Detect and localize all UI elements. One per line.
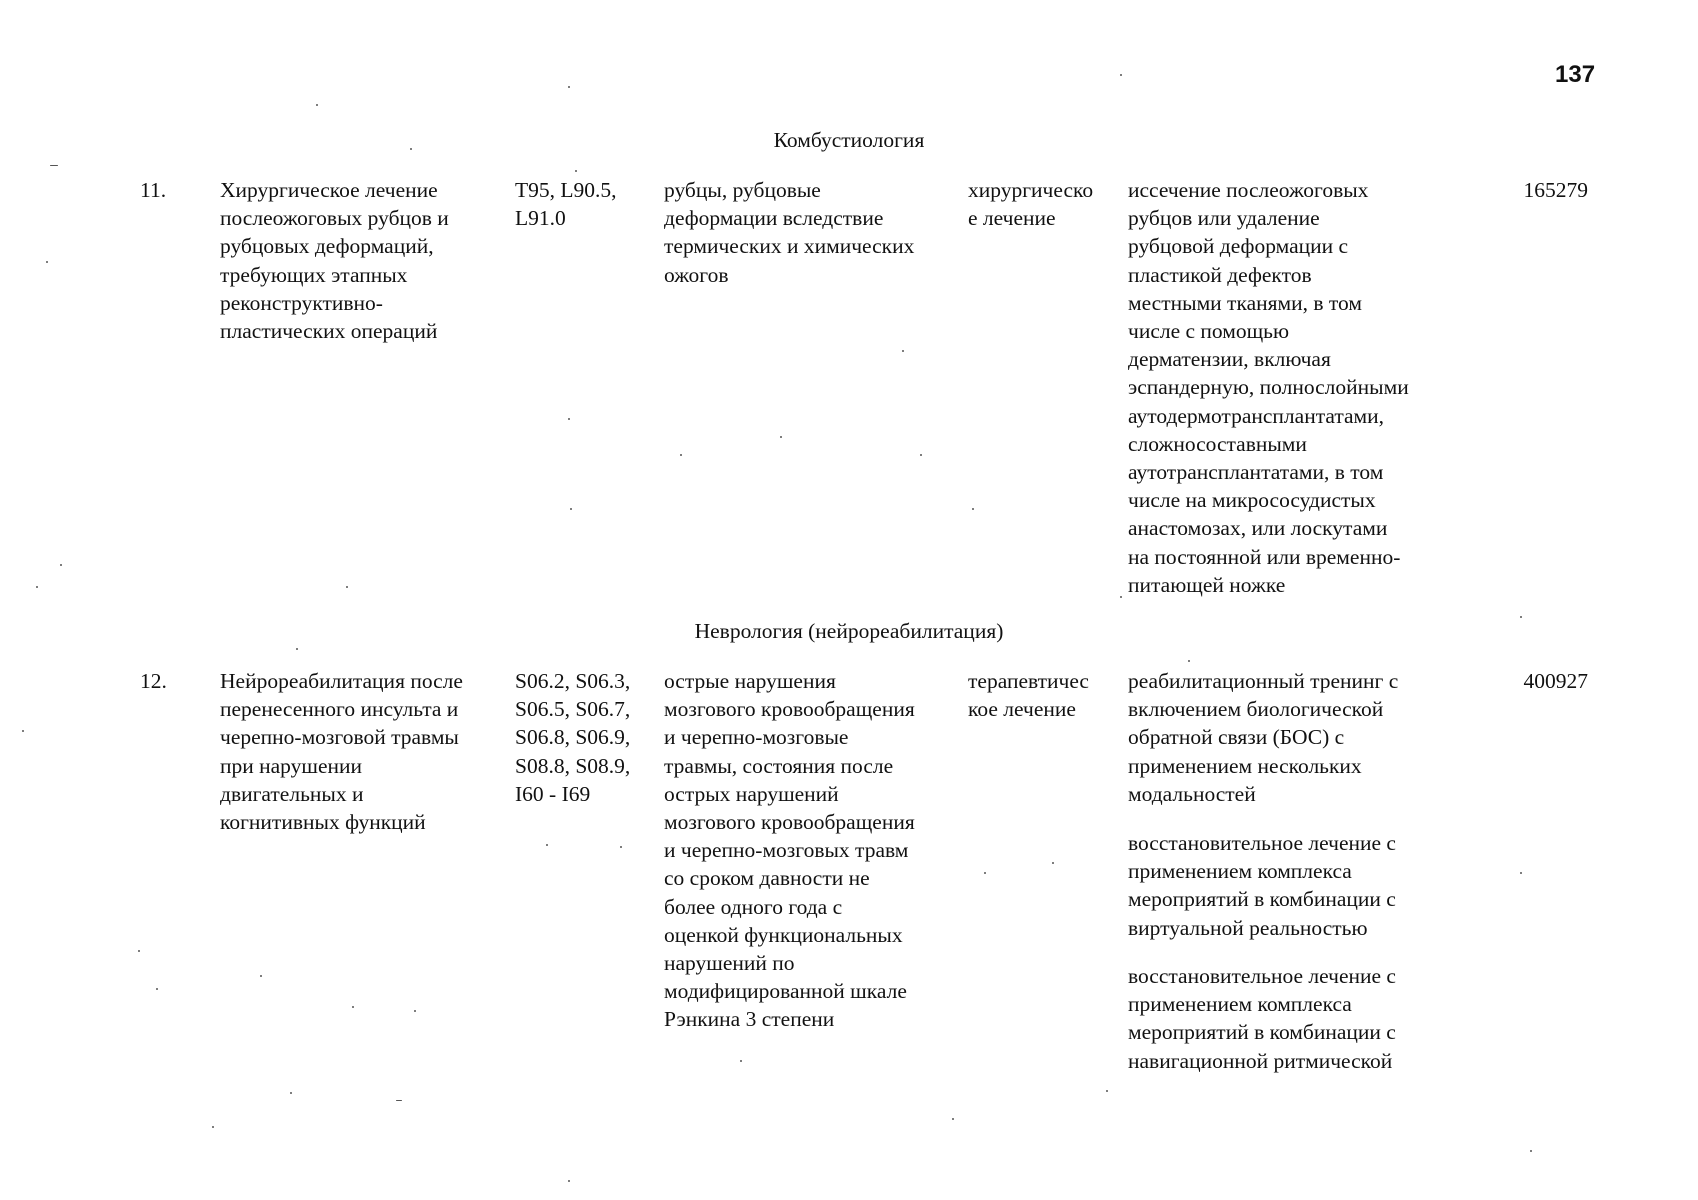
scan-speck [1520, 616, 1522, 618]
scan-speck [410, 148, 412, 150]
scan-speck [260, 975, 262, 977]
scan-speck [984, 872, 986, 874]
scan-speck [680, 454, 682, 456]
scan-speck [316, 104, 318, 106]
scan-speck [780, 436, 782, 438]
scan-speck [156, 988, 158, 990]
scan-speck [568, 86, 570, 88]
scan-speck [1120, 74, 1122, 76]
care-profile-name: Нейрореабилитация после перенесенного инсульта и черепно-мозговой травмы при нарушении двигательных и когнитивных функций [220, 669, 463, 835]
scan-speck [620, 846, 622, 848]
scan-speck [575, 170, 577, 172]
treatment-method: реабилитационный тренинг с включением биологической обратной связи (БОС) с применением нескольких модальностей [1128, 669, 1399, 806]
care-profile-name: Хирургическое лечение послеожоговых рубцов и рубцовых деформаций, требующих этапных реконструктивно- пластических операций [220, 178, 449, 344]
section-title-combustiology: Комбустиология [773, 128, 925, 152]
row-number: 11. [140, 178, 167, 202]
treatment-type: терапевтичес кое лечение [968, 669, 1089, 722]
scan-speck [296, 648, 298, 650]
scan-speck [902, 350, 904, 352]
scan-speck [36, 586, 38, 588]
scan-speck [138, 950, 140, 952]
scan-speck [972, 508, 974, 510]
treatment-method: восстановительное лечение с применением комплекса мероприятий в комбинации с навигационной ритмической [1128, 964, 1396, 1073]
section-title-neurology: Неврология (нейрореабилитация) [694, 619, 1004, 643]
scan-speck [396, 1100, 402, 1101]
scan-speck [920, 454, 922, 456]
scan-speck [346, 586, 348, 588]
cost-value: 165279 [1523, 178, 1588, 202]
scan-speck [546, 844, 548, 846]
scan-speck [290, 1092, 292, 1094]
scan-speck [352, 1006, 354, 1008]
scan-speck [212, 1126, 214, 1128]
scan-speck [1120, 596, 1122, 598]
scan-speck [568, 1180, 570, 1182]
patient-model: рубцы, рубцовые деформации вследствие термических и химических ожогов [664, 178, 915, 287]
icd-codes: S06.2, S06.3, S06.5, S06.7, S06.8, S06.9, S08.8, S08.9, I60 - I69 [515, 669, 631, 806]
icd-codes: Т95, L90.5, L91.0 [515, 178, 617, 231]
scan-speck [50, 165, 58, 166]
scan-speck [952, 1118, 954, 1120]
scan-speck [414, 1010, 416, 1012]
row-number: 12. [140, 669, 167, 693]
scan-speck [22, 730, 24, 732]
scan-speck [1188, 660, 1190, 662]
treatment-type: хирургическо е лечение [968, 178, 1094, 231]
scan-speck [570, 508, 572, 510]
scan-speck [740, 1060, 742, 1062]
scan-speck [1106, 1090, 1108, 1092]
page-number: 137 [1555, 61, 1596, 88]
scan-speck [1052, 862, 1054, 864]
patient-model: острые нарушения мозгового кровообращения и черепно-мозговые травмы, состояния после острых нарушений мозгового кровообращения и черепно-мозговых травм со сроком давности не более одного года с оценкой функциональных нарушений по модифицированной шкале Рэнкина 3 степени [664, 669, 915, 1032]
scan-speck [1530, 1150, 1532, 1152]
scan-speck [60, 564, 62, 566]
scan-speck [568, 418, 570, 420]
treatment-method: иссечение послеожоговых рубцов или удаление рубцовой деформации с пластикой дефектов местными тканями, в том числе с помощью дерматензии, включая эспандерную, полнослойными аутодермотрансплантатами, сложносоставными аутотрансплантатами, в том числе на микрососудистых анастомозах, или лоскутами на постоянной или временно- питающей ножке [1128, 178, 1409, 597]
cost-value: 400927 [1523, 669, 1588, 693]
scan-speck [1520, 872, 1522, 874]
treatment-method: восстановительное лечение с применением комплекса мероприятий в комбинации с виртуальной реальностью [1128, 831, 1396, 940]
scan-speck [46, 261, 48, 263]
